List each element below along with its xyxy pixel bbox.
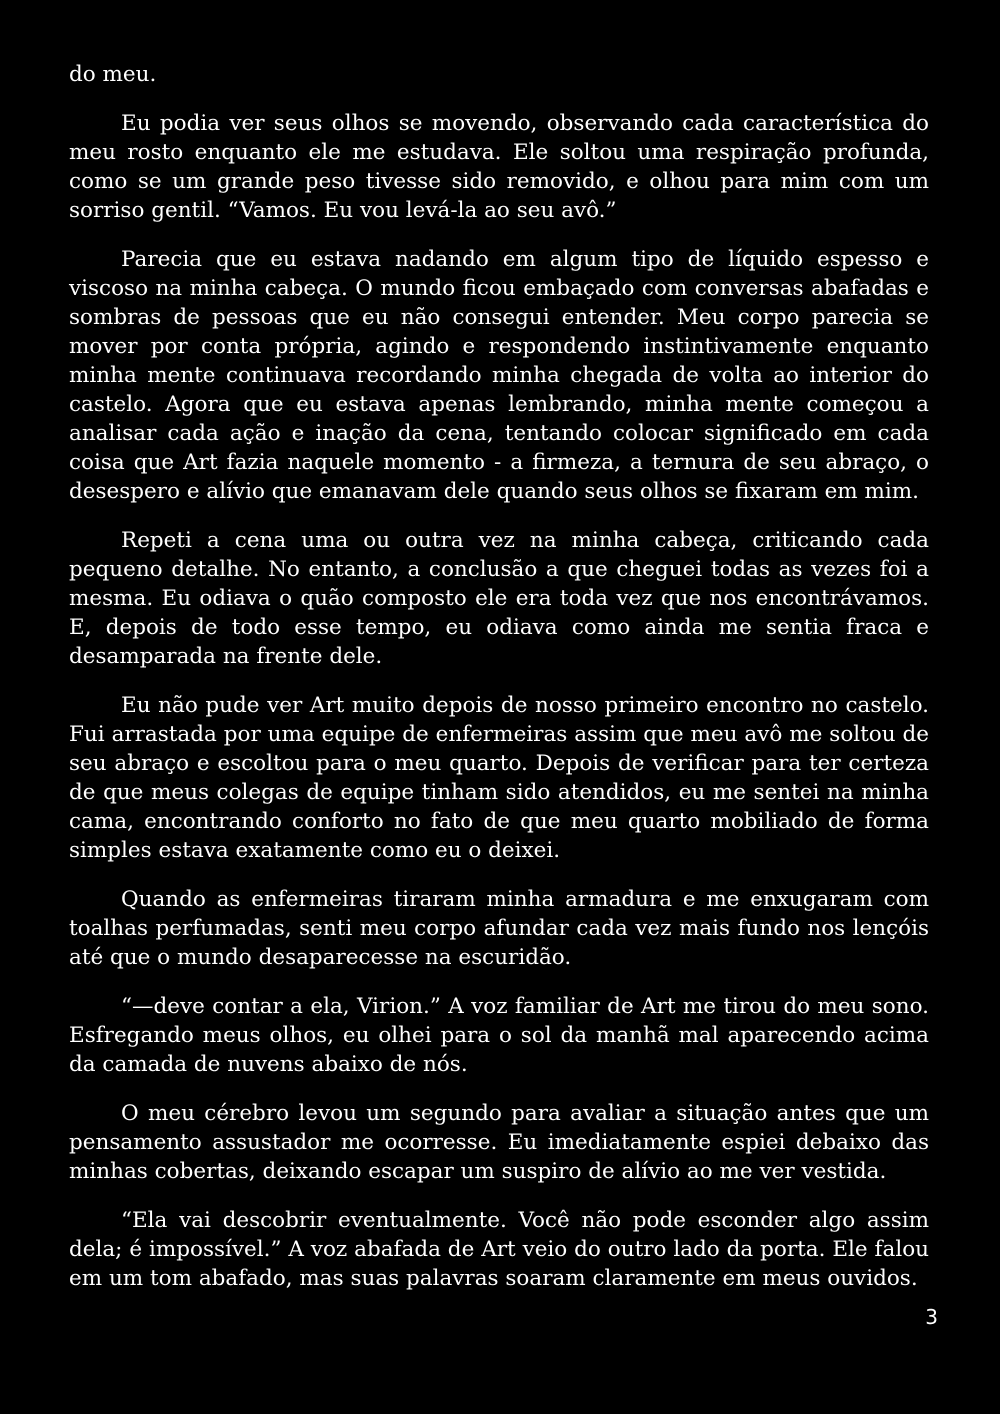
page-body-text [69, 60, 929, 1313]
paragraph: Eu podia ver seus olhos se movendo, observando cada característica do meu rosto enquanto ele me estudava. Ele soltou uma respiração profunda, como se um grande peso tivesse sido removido, e olhou para mim com um sorriso gentil. “Vamos. Eu vou levá-la ao seu avô.” [69, 111, 929, 223]
paragraph: Repeti a cena uma ou outra vez na minha cabeça, criticando cada pequeno detalhe. No entanto, a conclusão a que cheguei todas as vezes foi a mesma. Eu odiava o quão composto ele era toda vez que nos encontrávamos. E, depois de todo esse tempo, eu odiava como ainda me sentia fraca e desamparada na frente dele. [69, 528, 929, 669]
paragraph-continuation: do meu. [69, 62, 157, 87]
paragraph: Eu não pude ver Art muito depois de nosso primeiro encontro no castelo. Fui arrastada por uma equipe de enfermeiras assim que meu avô me soltou de seu abraço e escoltou para o meu quarto. Depois de verificar para ter certeza de que meus colegas de equipe tinham sido atendidos, eu me sentei na minha cama, encontrando conforto no fato de que meu quarto mobiliado de forma simples estava exatamente como eu o deixei. [69, 693, 929, 863]
paragraph: “Ela vai descobrir eventualmente. Você não pode esconder algo assim dela; é impossível.” A voz abafada de Art veio do outro lado da porta. Ele falou em um tom abafado, mas suas palavras soaram claramente em meus ouvidos. [69, 1208, 929, 1291]
paragraph: “—deve contar a ela, Virion.” A voz familiar de Art me tirou do meu sono. Esfregando meus olhos, eu olhei para o sol da manhã mal aparecendo acima da camada de nuvens abaixo de nós. [69, 994, 929, 1077]
paragraph: O meu cérebro levou um segundo para avaliar a situação antes que um pensamento assustador me ocorresse. Eu imediatamente espiei debaixo das minhas cobertas, deixando escapar um suspiro de alívio ao me ver vestida. [69, 1101, 929, 1184]
paragraph: Parecia que eu estava nadando em algum tipo de líquido espesso e viscoso na minha cabeça. O mundo ficou embaçado com conversas abafadas e sombras de pessoas que eu não consegui entender. Meu corpo parecia se mover por conta própria, agindo e respondendo instintivamente enquanto minha mente continuava recordando minha chegada de volta ao interior do castelo. Agora que eu estava apenas lembrando, minha mente começou a analisar cada ação e inação da cena, tentando colocar significado em cada coisa que Art fazia naquele momento - a firmeza, a ternura de seu abraço, o desespero e alívio que emanavam dele quando seus olhos se fixaram em mim. [69, 247, 929, 504]
page-number: 3 [925, 1305, 938, 1329]
paragraph: Quando as enfermeiras tiraram minha armadura e me enxugaram com toalhas perfumadas, senti meu corpo afundar cada vez mais fundo nos lençóis até que o mundo desaparecesse na escuridão. [69, 887, 929, 970]
